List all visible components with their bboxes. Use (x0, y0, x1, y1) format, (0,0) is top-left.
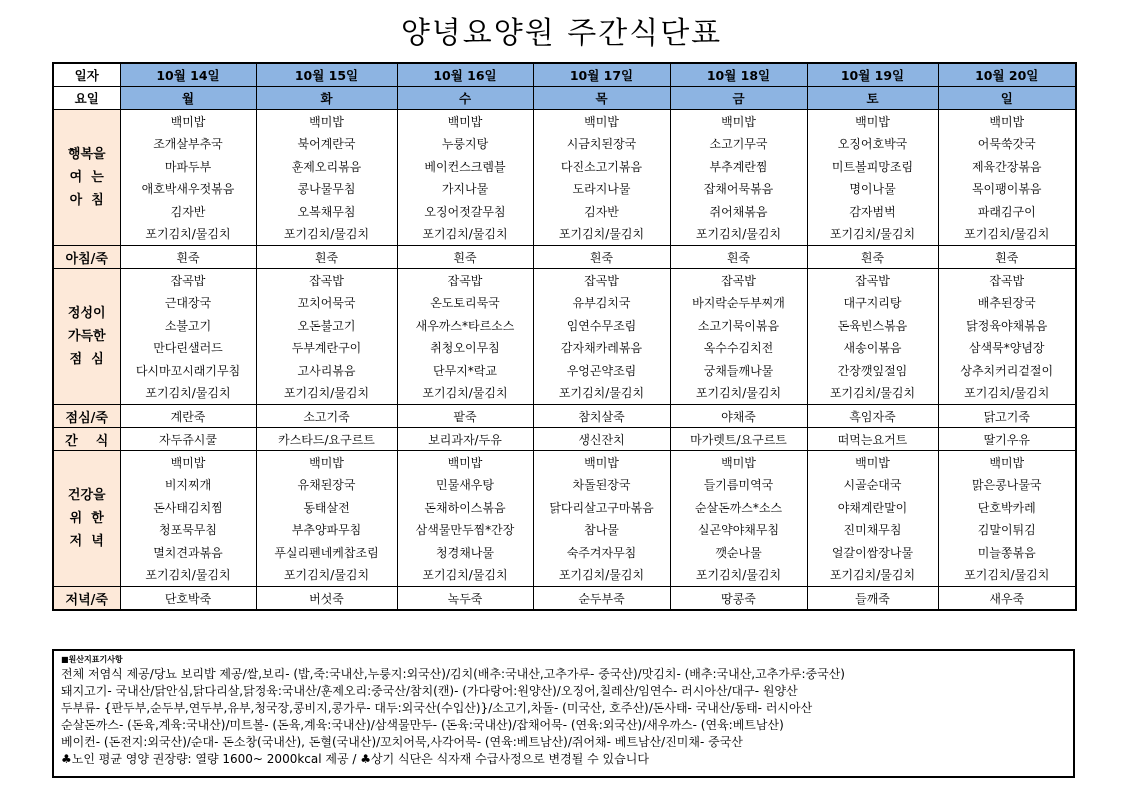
menu-item: 생신잔치 (533, 428, 670, 451)
menu-item: 진미채무침 (807, 519, 938, 542)
menu-row (53, 541, 1076, 564)
meal-category: 저녁/죽 (53, 587, 120, 611)
menu-item: 김자반 (120, 200, 256, 223)
menu-item: 어묵쑥갓국 (938, 133, 1076, 156)
meal-category (53, 110, 120, 246)
menu-item: 포기김치/물김치 (397, 564, 533, 587)
menu-item: 소고기무국 (670, 133, 807, 156)
date-cell: 10월 20일 (938, 63, 1076, 87)
menu-item: 부추양파무침 (256, 519, 397, 542)
menu-item: 돈채하이스볶음 (397, 496, 533, 519)
menu-item: 포기김치/물김치 (256, 382, 397, 405)
menu-item: 깻순나물 (670, 541, 807, 564)
menu-item: 다시마꼬시래기무침 (120, 359, 256, 382)
menu-item: 마가렛트/요구르트 (670, 428, 807, 451)
menu-item: 포기김치/물김치 (807, 223, 938, 246)
date-label: 일자 (53, 63, 120, 87)
menu-item: 시금치된장국 (533, 133, 670, 156)
menu-item: 포기김치/물김치 (670, 564, 807, 587)
menu-item: 잡곡밥 (533, 269, 670, 292)
menu-item: 흰죽 (533, 246, 670, 269)
menu-item: 야채계란말이 (807, 496, 938, 519)
menu-row (53, 496, 1076, 519)
menu-row (53, 155, 1076, 178)
menu-item: 삼색물만두찜*간장 (397, 519, 533, 542)
menu-item: 돈육빈스볶음 (807, 314, 938, 337)
menu-item: 얼갈이쌈장나물 (807, 541, 938, 564)
menu-item: 야채죽 (670, 405, 807, 428)
menu-item: 카스타드/요구르트 (256, 428, 397, 451)
menu-item: 백미밥 (397, 451, 533, 474)
menu-item: 상추치커리겉절이 (938, 359, 1076, 382)
meal-category-line: 점 심 (69, 352, 104, 368)
menu-item: 포기김치/물김치 (938, 223, 1076, 246)
notes-line: 베이컨- (돈전지:외국산)/순대- 돈소창(국내산), 돈혈(국내산)/꼬치어묵,사각어묵- (연육:베트남산)/쥐어채- 베트남산/진미채- 중국산 (61, 735, 743, 749)
menu-item: 포기김치/물김치 (397, 382, 533, 405)
menu-item: 파래김구이 (938, 200, 1076, 223)
menu-item: 흰죽 (120, 246, 256, 269)
menu-item: 백미밥 (256, 110, 397, 133)
origin-notes (52, 649, 1075, 778)
notes-line: 돼지고기- 국내산/닭안심,닭다리살,닭정육:국내산/훈제오리:중국산/참치(캔)- (가다랑어:원양산)/오징어,칠레산/임연수- 러시아산/대구- 원양산 (61, 684, 798, 698)
menu-row (53, 110, 1076, 133)
menu-item: 청포묵무침 (120, 519, 256, 542)
weekday-cell: 월 (120, 87, 256, 110)
menu-item: 포기김치/물김치 (533, 223, 670, 246)
date-cell: 10월 19일 (807, 63, 938, 87)
weekday-cell: 화 (256, 87, 397, 110)
menu-item: 바지락순두부찌개 (670, 292, 807, 315)
menu-item: 포기김치/물김치 (120, 382, 256, 405)
menu-item: 오돈불고기 (256, 314, 397, 337)
notes-heading: ■원산지표기사항 (61, 655, 123, 664)
meal-category-line: 가득한 (67, 328, 106, 344)
menu-item: 푸실리펜네케찹조림 (256, 541, 397, 564)
weekday-cell: 목 (533, 87, 670, 110)
weekday-label: 요일 (53, 87, 120, 110)
menu-row (53, 428, 1076, 451)
menu-item: 콩나물무침 (256, 178, 397, 201)
menu-item: 닭다리살고구마볶음 (533, 496, 670, 519)
menu-item: 포기김치/물김치 (533, 564, 670, 587)
menu-item: 흰죽 (938, 246, 1076, 269)
meal-category: 간 식 (53, 428, 120, 451)
menu-item: 부추계란찜 (670, 155, 807, 178)
menu-item: 포기김치/물김치 (807, 382, 938, 405)
menu-item: 흑임자죽 (807, 405, 938, 428)
menu-row (53, 519, 1076, 542)
menu-item: 포기김치/물김치 (120, 223, 256, 246)
menu-item: 돈사태김치찜 (120, 496, 256, 519)
menu-item: 가지나물 (397, 178, 533, 201)
weekday-cell: 금 (670, 87, 807, 110)
menu-item: 흰죽 (670, 246, 807, 269)
menu-item: 미트볼피망조림 (807, 155, 938, 178)
menu-item: 두부계란구이 (256, 337, 397, 360)
menu-item: 계란죽 (120, 405, 256, 428)
menu-item: 녹두죽 (397, 587, 533, 611)
menu-row (53, 133, 1076, 156)
menu-item: 실곤약야채무침 (670, 519, 807, 542)
menu-item: 만다린샐러드 (120, 337, 256, 360)
menu-item: 취청오이무침 (397, 337, 533, 360)
meal-category (53, 451, 120, 587)
menu-item: 마파두부 (120, 155, 256, 178)
menu-item: 북어계란국 (256, 133, 397, 156)
menu-item: 쥐어채볶음 (670, 200, 807, 223)
weekday-row (53, 87, 1076, 110)
weekday-cell: 일 (938, 87, 1076, 110)
meal-category (53, 269, 120, 405)
menu-item: 새우까스*타르소스 (397, 314, 533, 337)
menu-item: 들깨죽 (807, 587, 938, 611)
menu-row (53, 382, 1076, 405)
menu-item: 삼색묵*양념장 (938, 337, 1076, 360)
menu-item: 백미밥 (938, 110, 1076, 133)
menu-row (53, 564, 1076, 587)
menu-item: 순살돈까스*소스 (670, 496, 807, 519)
menu-item: 백미밥 (670, 110, 807, 133)
notes-footer: ♣노인 평균 영양 권장량: 열량 1600~ 2000kcal 제공 / ♣상기 식단은 식자재 수급사정으로 변경될 수 있습니다 (61, 752, 649, 766)
date-row (53, 63, 1076, 87)
menu-item: 조개살부추국 (120, 133, 256, 156)
menu-item: 간장깻잎절임 (807, 359, 938, 382)
menu-item: 소고기묵이볶음 (670, 314, 807, 337)
meal-category-line: 저 녁 (69, 534, 104, 550)
menu-item: 오징어젓갈무침 (397, 200, 533, 223)
menu-item: 흰죽 (256, 246, 397, 269)
menu-item: 딸기우유 (938, 428, 1076, 451)
menu-item: 근대장국 (120, 292, 256, 315)
menu-item: 백미밥 (533, 110, 670, 133)
menu-item: 임연수무조림 (533, 314, 670, 337)
meal-category: 아침/죽 (53, 246, 120, 269)
menu-row (53, 200, 1076, 223)
menu-item: 오복채무침 (256, 200, 397, 223)
menu-item: 유채된장국 (256, 474, 397, 497)
menu-item: 잡곡밥 (938, 269, 1076, 292)
menu-item: 보리과자/두유 (397, 428, 533, 451)
menu-item: 새우죽 (938, 587, 1076, 611)
menu-item: 제육간장볶음 (938, 155, 1076, 178)
date-cell: 10월 18일 (670, 63, 807, 87)
date-cell: 10월 17일 (533, 63, 670, 87)
menu-item: 오징어호박국 (807, 133, 938, 156)
menu-item: 단무지*락교 (397, 359, 533, 382)
menu-item: 단호박카레 (938, 496, 1076, 519)
menu-item: 감자채카레볶음 (533, 337, 670, 360)
menu-item: 고사리볶음 (256, 359, 397, 382)
menu-item: 버섯죽 (256, 587, 397, 611)
menu-item: 잡곡밥 (120, 269, 256, 292)
menu-item: 흰죽 (397, 246, 533, 269)
menu-item: 미늘쫑볶음 (938, 541, 1076, 564)
menu-item: 떠먹는요거트 (807, 428, 938, 451)
menu-item: 포기김치/물김치 (938, 382, 1076, 405)
menu-row (53, 587, 1076, 611)
menu-item: 김자반 (533, 200, 670, 223)
menu-item: 흰죽 (807, 246, 938, 269)
menu-row (53, 359, 1076, 382)
menu-item: 백미밥 (120, 110, 256, 133)
menu-item: 감자범벅 (807, 200, 938, 223)
menu-row (53, 269, 1076, 292)
menu-item: 시골순대국 (807, 474, 938, 497)
meal-category-line: 여 는 (69, 169, 104, 185)
menu-item: 맑은콩나물국 (938, 474, 1076, 497)
menu-item: 포기김치/물김치 (670, 382, 807, 405)
menu-item: 온도토리묵국 (397, 292, 533, 315)
menu-item: 다진소고기볶음 (533, 155, 670, 178)
meal-category-line: 행복을 (67, 146, 106, 162)
menu-item: 들기름미역국 (670, 474, 807, 497)
menu-row (53, 223, 1076, 246)
menu-item: 김말이튀김 (938, 519, 1076, 542)
date-cell: 10월 15일 (256, 63, 397, 87)
menu-item: 동태살전 (256, 496, 397, 519)
menu-item: 백미밥 (533, 451, 670, 474)
menu-item: 잡곡밥 (256, 269, 397, 292)
menu-item: 닭고기죽 (938, 405, 1076, 428)
meal-category: 점심/죽 (53, 405, 120, 428)
menu-item: 순두부죽 (533, 587, 670, 611)
menu-item: 소고기죽 (256, 405, 397, 428)
meal-category-line: 위 한 (69, 510, 104, 526)
menu-item: 도라지나물 (533, 178, 670, 201)
menu-item: 청경채나물 (397, 541, 533, 564)
menu-item: 명이나물 (807, 178, 938, 201)
menu-item: 포기김치/물김치 (256, 564, 397, 587)
meal-category-line: 건강을 (67, 487, 106, 503)
menu-row (53, 474, 1076, 497)
menu-item: 백미밥 (938, 451, 1076, 474)
menu-item: 포기김치/물김치 (397, 223, 533, 246)
menu-item: 백미밥 (120, 451, 256, 474)
menu-item: 닭정육야채볶음 (938, 314, 1076, 337)
menu-item: 배추된장국 (938, 292, 1076, 315)
date-cell: 10월 16일 (397, 63, 533, 87)
date-cell: 10월 14일 (120, 63, 256, 87)
menu-item: 참치살죽 (533, 405, 670, 428)
menu-item: 팥죽 (397, 405, 533, 428)
notes-line: 순살돈까스- (돈육,계육:국내산)/미트볼- (돈육,계육:국내산)/삼색물만두- (돈육:국내산)/잡채어묵- (연육:외국산)/새우까스- (연육:베트남산) (61, 718, 784, 732)
menu-item: 우엉곤약조림 (533, 359, 670, 382)
menu-row (53, 292, 1076, 315)
menu-item: 차돌된장국 (533, 474, 670, 497)
menu-item: 포기김치/물김치 (256, 223, 397, 246)
menu-item: 백미밥 (670, 451, 807, 474)
menu-row (53, 405, 1076, 428)
menu-item: 자두쥬시쿨 (120, 428, 256, 451)
notes-line: 두부류- {판두부,순두부,연두부,유부,청국장,콩비지,콩가루- 대두:외국산(수입산)}/소고기,차돌- (미국산, 호주산)/돈사태- 국내산/동태- 러시아산 (61, 701, 813, 715)
menu-item: 비지찌개 (120, 474, 256, 497)
menu-item: 포기김치/물김치 (533, 382, 670, 405)
menu-item: 잡곡밥 (807, 269, 938, 292)
menu-row (53, 178, 1076, 201)
menu-item: 잡곡밥 (670, 269, 807, 292)
menu-item: 궁채들깨나물 (670, 359, 807, 382)
menu-item: 잡곡밥 (397, 269, 533, 292)
menu-item: 백미밥 (807, 451, 938, 474)
weekly-menu-table (52, 62, 1077, 611)
menu-item: 단호박죽 (120, 587, 256, 611)
menu-item: 소불고기 (120, 314, 256, 337)
menu-item: 꼬치어묵국 (256, 292, 397, 315)
weekday-cell: 수 (397, 87, 533, 110)
menu-item: 목이팽이볶음 (938, 178, 1076, 201)
menu-item: 백미밥 (256, 451, 397, 474)
menu-row (53, 314, 1076, 337)
meal-category-line: 정성이 (67, 305, 106, 321)
page-title: 양녕요양원 주간식단표 (400, 16, 723, 51)
menu-item: 포기김치/물김치 (120, 564, 256, 587)
notes-line: 전체 저염식 제공/당뇨 보리밥 제공/쌀,보리- (밥,죽:국내산,누룽지:외국산)/김치(배추:국내산,고추가루- 중국산)/맛김치- (배추:국내산,고추가루:중국산) (61, 667, 845, 681)
menu-row (53, 337, 1076, 360)
menu-item: 참나물 (533, 519, 670, 542)
menu-item: 애호박새우젓볶음 (120, 178, 256, 201)
menu-item: 포기김치/물김치 (938, 564, 1076, 587)
menu-item: 민물새우탕 (397, 474, 533, 497)
menu-item: 잡채어묵볶음 (670, 178, 807, 201)
menu-item: 베이컨스크렘블 (397, 155, 533, 178)
menu-item: 멸치견과볶음 (120, 541, 256, 564)
menu-item: 백미밥 (807, 110, 938, 133)
menu-item: 숙주겨자무침 (533, 541, 670, 564)
menu-item: 포기김치/물김치 (807, 564, 938, 587)
meal-category-line: 아 침 (69, 193, 104, 209)
menu-item: 백미밥 (397, 110, 533, 133)
menu-row (53, 451, 1076, 474)
menu-item: 옥수수김치전 (670, 337, 807, 360)
menu-item: 누룽지탕 (397, 133, 533, 156)
menu-item: 유부김치국 (533, 292, 670, 315)
menu-item: 새송이볶음 (807, 337, 938, 360)
menu-row (53, 246, 1076, 269)
menu-item: 대구지리탕 (807, 292, 938, 315)
menu-item: 훈제오리볶음 (256, 155, 397, 178)
weekday-cell: 토 (807, 87, 938, 110)
menu-item: 포기김치/물김치 (670, 223, 807, 246)
menu-item: 땅콩죽 (670, 587, 807, 611)
